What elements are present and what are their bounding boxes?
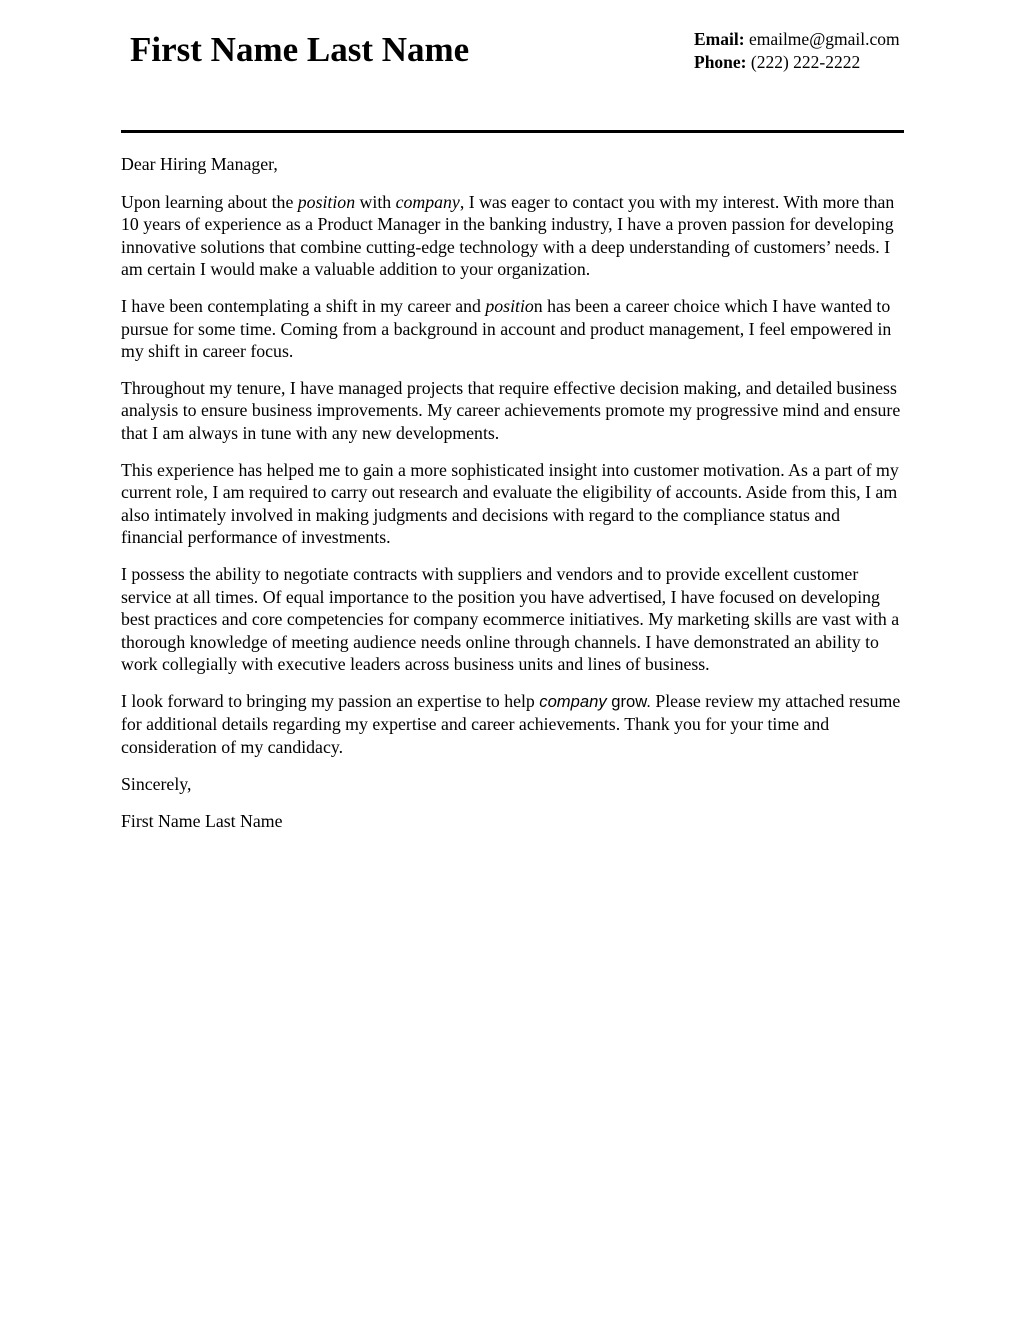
letter-body <box>121 153 906 847</box>
phone-label: Phone: <box>694 52 747 72</box>
paragraph-1 <box>121 191 906 281</box>
paragraph-1-text-b: with <box>355 191 396 212</box>
paragraph-6 <box>121 690 906 759</box>
phone-line <box>694 51 900 74</box>
header-divider <box>121 130 904 133</box>
paragraph-2-text-a: I have been contemplating a shift in my career and <box>121 295 486 316</box>
position-placeholder: position <box>297 191 356 212</box>
paragraph-6-text-c: Please review my attached resume for additional details regarding my expertise and career achievements. Thank you for your time and consideration of my candidacy. <box>121 690 901 758</box>
closing: Sincerely, <box>121 773 192 794</box>
contact-block <box>694 28 900 74</box>
company-placeholder-2: company <box>539 691 607 711</box>
signature-name: First Name Last Name <box>121 811 283 832</box>
applicant-name: First Name Last Name <box>130 30 470 69</box>
company-placeholder: company <box>395 191 460 212</box>
email-value: emailme@gmail.com <box>748 29 900 49</box>
email-line <box>694 28 900 51</box>
salutation: Dear Hiring Manager, <box>121 154 278 174</box>
paragraph-6-text-b: grow. <box>606 691 651 711</box>
paragraph-6-text-a: I look forward to bringing my passion an expertise to help <box>121 690 540 711</box>
paragraph-5: I possess the ability to negotiate contracts with suppliers and vendors and to provide excellent customer service at all times. Of equal importance to the position you have advertised, I have focused on developing best practices and core competencies for company ecommerce initiatives. My marketing skills are vast with a thorough knowledge of meeting audience needs online through channels. I have demonstrated an ability to work collegially with executive leaders across business units and lines of business. <box>121 563 900 675</box>
paragraph-1-text-a: Upon learning about the <box>121 191 298 212</box>
paragraph-1-text-c: , I was eager to contact you with my interest. With more than 10 years of experience as a Product Manager in the banking industry, I have a proven passion for developing innovative solutions that combine cutting-edge technology with a deep understanding of customers’ needs. I am certain I would make a valuable addition to your organization. <box>121 191 895 280</box>
paragraph-2 <box>121 295 906 363</box>
phone-value: (222) 222-2222 <box>750 52 861 72</box>
position-placeholder-2: positio <box>485 295 534 316</box>
paragraph-4: This experience has helped me to gain a more sophisticated insight into customer motivation. As a part of my current role, I am required to carry out research and evaluate the eligibility of accounts. Aside from this, I am also intimately involved in making judgments and decisions with regard to the compliance status and financial performance of investments. <box>121 459 899 548</box>
paragraph-3: Throughout my tenure, I have managed projects that require effective decision making, and detailed business analysis to ensure business improvements. My career achievements promote my progressive mind and ensure that I am always in tune with any new developments. <box>121 377 901 443</box>
paragraph-2-text-b: n has been a career choice which I have wanted to pursue for some time. Coming from a background in account and product management, I feel empowered in my shift in career focus. <box>121 295 892 362</box>
email-label: Email: <box>694 29 745 49</box>
